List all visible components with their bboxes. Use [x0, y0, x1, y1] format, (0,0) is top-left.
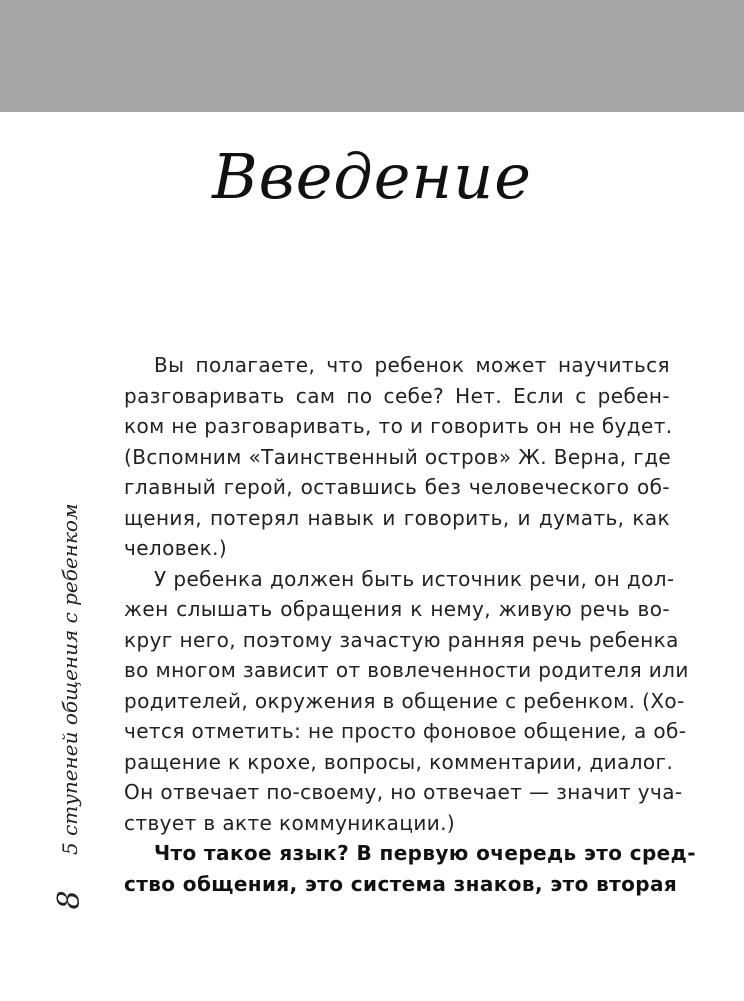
text-line: жен слышать обращения к нему, живую речь во-	[124, 597, 670, 621]
text-line: ство общения, это система знаков, это вторая	[124, 871, 678, 896]
text-line: (Вспомним «Таинственный остров» Ж. Верна, где	[124, 444, 672, 469]
text-line: во многом зависит от вовлеченности родителя или	[124, 658, 689, 682]
text-line: Вы полагаете, что ребенок может научиться	[154, 353, 670, 377]
text-line: человек.)	[124, 536, 228, 560]
running-header-book-title: 5 ступеней общения с ребенком	[58, 503, 82, 855]
text-line: круг него, поэтому зачастую ранняя речь ребенка	[124, 627, 679, 652]
text-line: разговаривать сам по себе? Нет. Если с ребен-	[124, 383, 670, 408]
paragraph-3	[124, 838, 696, 899]
text-line: щения, потерял навык и говорить, и думать, как	[124, 505, 670, 530]
text-line: У ребенка должен быть источник речи, он дол-	[154, 566, 675, 591]
text-line: Что такое язык? В первую очередь это сред-	[154, 841, 696, 865]
text-line: ращение к крохе, вопросы, комментарии, диалог.	[124, 749, 674, 774]
page-number: 8	[52, 890, 87, 910]
text-line: ствует в акте коммуникации.)	[124, 810, 456, 835]
text-line: Он отвечает по-своему, но отвечает — значит уча-	[124, 780, 683, 804]
paragraph-1	[124, 350, 673, 564]
text-line: главный герой, оставшись без человеческого об-	[124, 475, 670, 499]
text-line: родителей, окружения в общение с ребенком. (Хо-	[124, 688, 685, 713]
paragraph-2	[124, 564, 689, 839]
text-line: ком не разговаривать, то и говорить он не будет.	[124, 414, 673, 438]
body-text	[124, 350, 696, 899]
chapter-title: Введение	[212, 140, 532, 213]
text-line: чется отметить: не просто фоновое общение, а об-	[124, 719, 687, 743]
top-gray-band	[0, 0, 744, 112]
